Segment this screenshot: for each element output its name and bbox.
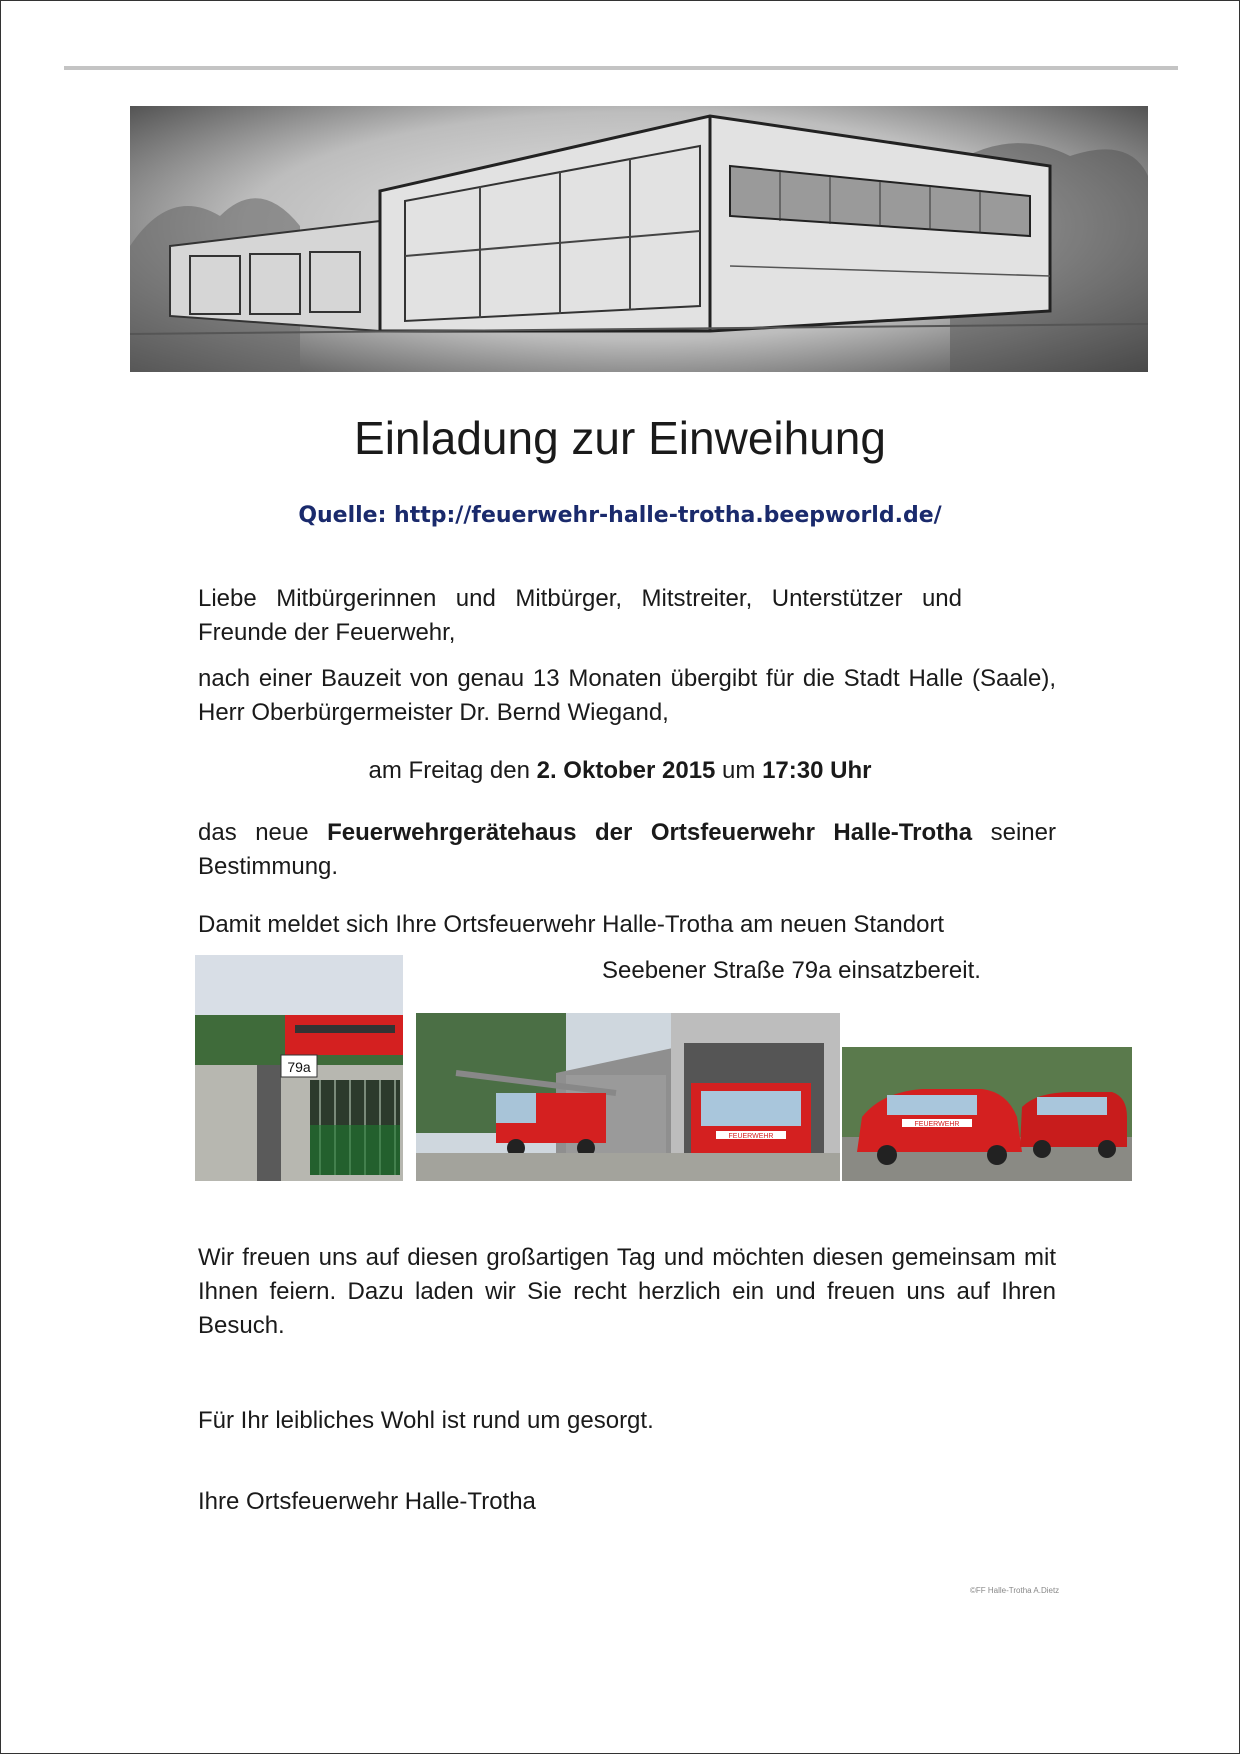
car-label: FEUERWEHR [914, 1121, 960, 1128]
signature: Ihre Ortsfeuerwehr Halle-Trotha [198, 1488, 536, 1515]
greeting-paragraph: Liebe Mitbürgerinnen und Mitbürger, Mitstreiter, Unterstützer und Freunde der Feuerwehr, [198, 585, 962, 646]
building-suffix: seiner Bestimmung. [198, 819, 1056, 880]
photo-command-cars [842, 1047, 1132, 1181]
location-line-2: Seebener Straße 79a einsatzbereit. [602, 957, 981, 984]
date-prefix: am Freitag den [368, 757, 537, 784]
building-prefix: das neue [198, 819, 328, 846]
house-number-sign: 79a [287, 1059, 311, 1075]
intro-paragraph: nach einer Bauzeit von genau 13 Monaten übergibt für die Stadt Halle (Saale), Herr Oberbürgermeister Dr. Bernd Wiegand, [198, 665, 1056, 726]
event-time: 17:30 Uhr [762, 757, 872, 784]
header-building-sketch [130, 106, 1148, 372]
photo-credit: ©FF Halle-Trotha A.Dietz [970, 1586, 1060, 1595]
date-mid: um [715, 757, 763, 784]
photo-gate-79a [195, 955, 403, 1181]
event-date: 2. Oktober 2015 [536, 757, 716, 784]
photo-station-vehicles [416, 1013, 840, 1181]
location-line-1: Damit meldet sich Ihre Ortsfeuerwehr Halle-Trotha am neuen Standort [198, 911, 945, 938]
building-paragraph [198, 816, 1056, 884]
page-title: Einladung zur Einweihung [354, 412, 886, 464]
closing-paragraph: Wir freuen uns auf diesen großartigen Tag und möchten diesen gemeinsam mit Ihnen feiern. Dazu laden wir Sie recht herzlich ein und freuen uns auf Ihren Besuch. [198, 1244, 1056, 1339]
top-divider [64, 66, 1178, 70]
source-link[interactable]: Quelle: http://feuerwehr-halle-trotha.beepworld.de/ [298, 503, 942, 528]
building-name: Feuerwehrgerätehaus der Ortsfeuerwehr Halle-Trotha [327, 819, 973, 846]
truck-label: FEUERWEHR [728, 1133, 774, 1140]
date-line [0, 754, 1240, 788]
catering-note: Für Ihr leibliches Wohl ist rund um gesorgt. [198, 1407, 654, 1434]
